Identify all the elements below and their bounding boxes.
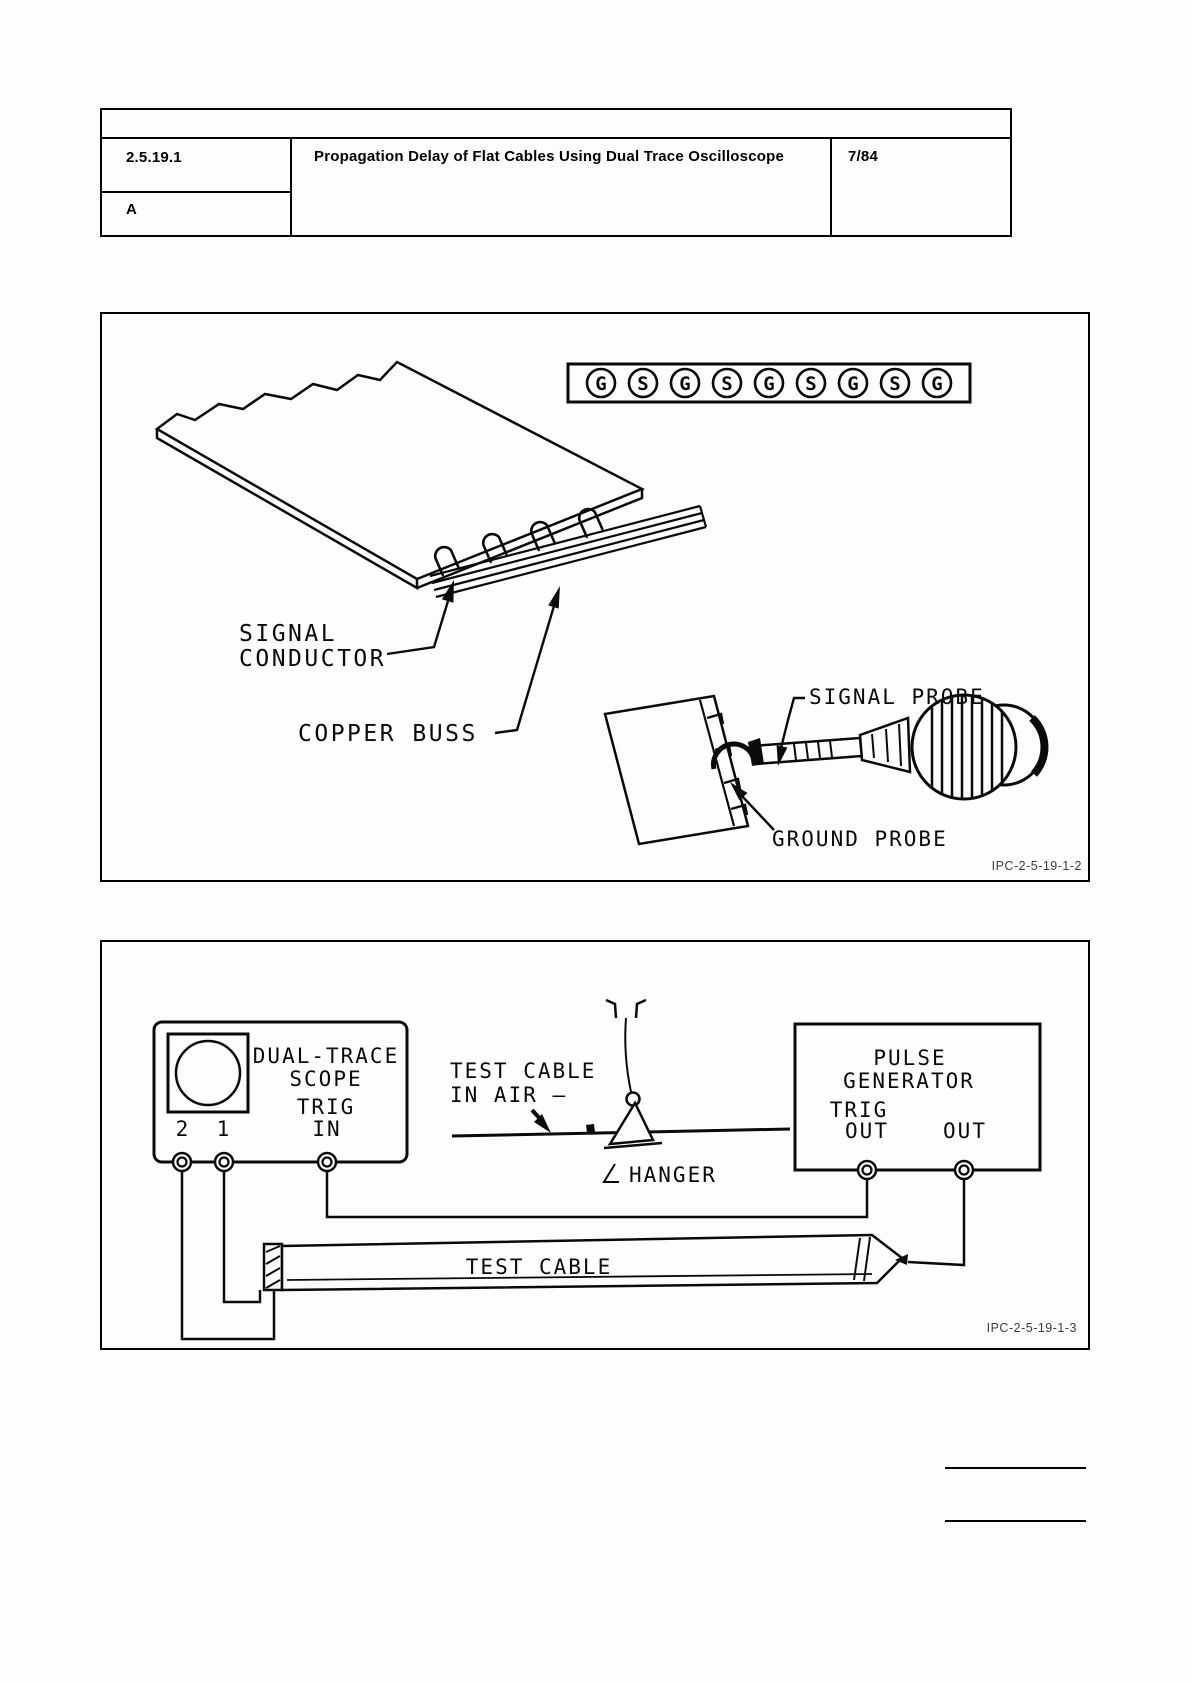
generator-name-line1: PULSE bbox=[873, 1046, 947, 1070]
test-cable-bar bbox=[264, 1235, 908, 1290]
generator-name-line2: GENERATOR bbox=[843, 1069, 975, 1093]
strip-letter: S bbox=[721, 373, 733, 395]
cable-clamp bbox=[586, 1124, 595, 1133]
header-title-cell bbox=[292, 139, 830, 235]
hanger-label bbox=[604, 1163, 717, 1187]
document-title: Propagation Delay of Flat Cables Using Dual Trace Oscilloscope bbox=[314, 148, 785, 165]
figure2-caption: IPC-2-5-19-1-3 bbox=[986, 1321, 1077, 1335]
strip-letter: G bbox=[595, 373, 607, 395]
strip-letter: G bbox=[847, 373, 859, 395]
ruled-line bbox=[945, 1467, 1086, 1469]
generator-trig-label: TRIG bbox=[829, 1098, 889, 1122]
oscilloscope bbox=[154, 1022, 407, 1171]
test-cable-bar-text: TEST CABLE bbox=[465, 1255, 613, 1279]
ground-probe-label bbox=[730, 782, 948, 851]
generator-out-label: OUT bbox=[943, 1119, 987, 1143]
scope-connector-ch2 bbox=[173, 1153, 191, 1171]
strip-letter: S bbox=[637, 373, 649, 395]
strip-letter: G bbox=[679, 373, 691, 395]
header-date-cell bbox=[830, 139, 1010, 235]
header-table bbox=[100, 108, 1012, 237]
revision-letter: A bbox=[126, 201, 138, 218]
figure-test-setup bbox=[100, 940, 1090, 1350]
figure1-drawing bbox=[102, 314, 1088, 880]
header-left-column bbox=[102, 139, 292, 235]
generator-connector-trig-out bbox=[858, 1161, 876, 1179]
strip-letter: G bbox=[763, 373, 775, 395]
figure-flat-cable bbox=[100, 312, 1090, 882]
test-cable-air-line2: IN AIR — bbox=[450, 1083, 568, 1107]
scope-channel2-label: 2 bbox=[175, 1117, 191, 1141]
signal-conductor-line1: SIGNAL bbox=[239, 621, 338, 647]
scope-trig-label: TRIG bbox=[296, 1095, 356, 1119]
test-cable-air-label bbox=[450, 1059, 596, 1107]
strip-letter: G bbox=[931, 373, 943, 395]
ceiling-bracket bbox=[606, 1000, 646, 1018]
leader-arrowhead bbox=[442, 580, 454, 603]
section-number: 2.5.19.1 bbox=[126, 149, 182, 166]
hook bbox=[627, 1093, 640, 1106]
scope-connector-trig-in bbox=[318, 1153, 336, 1171]
figure1-caption: IPC-2-5-19-1-2 bbox=[991, 859, 1082, 873]
document-date: 7/84 bbox=[848, 148, 878, 165]
scope-name-line1: DUAL-TRACE bbox=[252, 1044, 400, 1068]
strip-letter: S bbox=[889, 373, 901, 395]
signal-probe-drawing bbox=[714, 695, 1045, 799]
ground-signal-strip bbox=[568, 364, 970, 402]
header-top-row bbox=[102, 110, 1010, 139]
scope-trig-in-label: IN bbox=[312, 1117, 342, 1141]
scope-name-line2: SCOPE bbox=[289, 1067, 363, 1091]
generator-trig-out-label: OUT bbox=[845, 1119, 889, 1143]
scope-connector-ch1 bbox=[215, 1153, 233, 1171]
hanger-text: HANGER bbox=[629, 1163, 717, 1187]
test-cable-air-line1: TEST CABLE bbox=[450, 1059, 597, 1083]
copper-buss-text: COPPER BUSS bbox=[298, 721, 478, 747]
leader-arrowhead bbox=[548, 586, 560, 609]
ground-probe-text: GROUND PROBE bbox=[772, 827, 948, 851]
signal-probe-text: SIGNAL PROBE bbox=[809, 685, 985, 709]
pulse-generator bbox=[795, 1024, 1040, 1179]
generator-connector-out bbox=[955, 1161, 973, 1179]
ruled-line bbox=[945, 1520, 1086, 1522]
probe-paddle bbox=[605, 696, 748, 844]
signal-conductor-line2: CONDUCTOR bbox=[239, 646, 387, 672]
signal-conductor-label bbox=[239, 580, 454, 672]
scope-channel1-label: 1 bbox=[216, 1117, 232, 1141]
hanger-triangle bbox=[610, 1103, 653, 1144]
strip-letter: S bbox=[805, 373, 817, 395]
figure2-drawing bbox=[102, 942, 1088, 1348]
